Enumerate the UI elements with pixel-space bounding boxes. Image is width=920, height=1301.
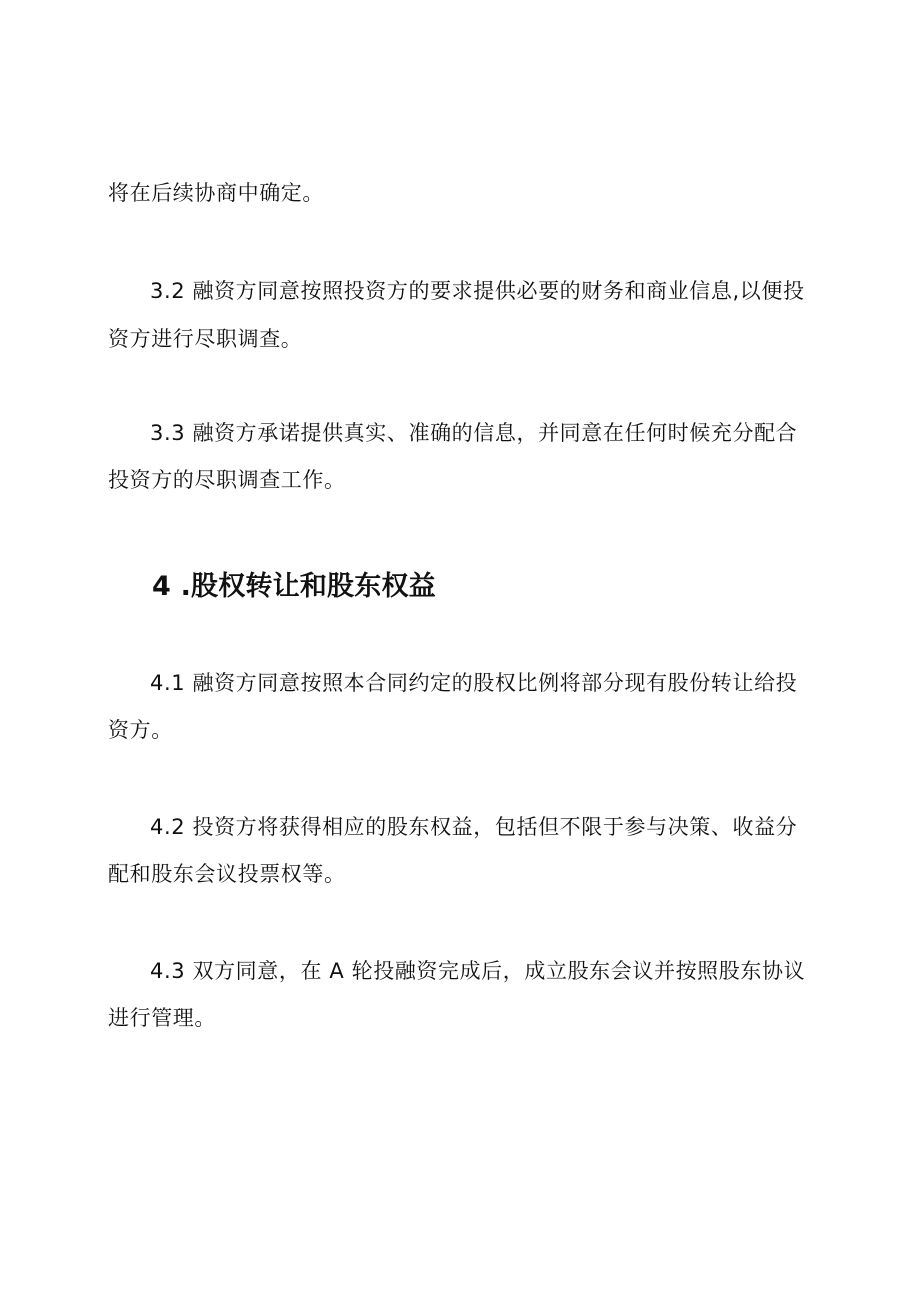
clause-3-3-line-2: 投资方的尽职调查工作。 <box>108 468 346 492</box>
clause-3-2-line-1: 3.2 融资方同意按照投资方的要求提供必要的财务和商业信息,以便投 <box>150 279 805 303</box>
continuation-text: 将在后续协商中确定。 <box>108 181 324 205</box>
clause-4-2-line-2: 配和股东会议投票权等。 <box>108 862 346 886</box>
clause-3-3-line-1: 3.3 融资方承诺提供真实、准确的信息，并同意在任何时候充分配合 <box>150 421 798 445</box>
section-4-heading: 4 .股权转让和股东权益 <box>152 571 436 602</box>
clause-4-3-line-2: 进行管理。 <box>108 1006 216 1030</box>
clause-4-1-line-1: 4.1 融资方同意按照本合同约定的股权比例将部分现有股份转让给投 <box>150 671 798 695</box>
clause-4-2-line-1: 4.2 投资方将获得相应的股东权益，包括但不限于参与决策、收益分 <box>150 815 798 839</box>
clause-4-1-line-2: 资方。 <box>108 718 173 742</box>
clause-4-3-line-1: 4.3 双方同意，在 A 轮投融资完成后，成立股东会议并按照股东协议 <box>150 959 806 983</box>
clause-3-2-line-2: 资方进行尽职调查。 <box>108 327 303 351</box>
